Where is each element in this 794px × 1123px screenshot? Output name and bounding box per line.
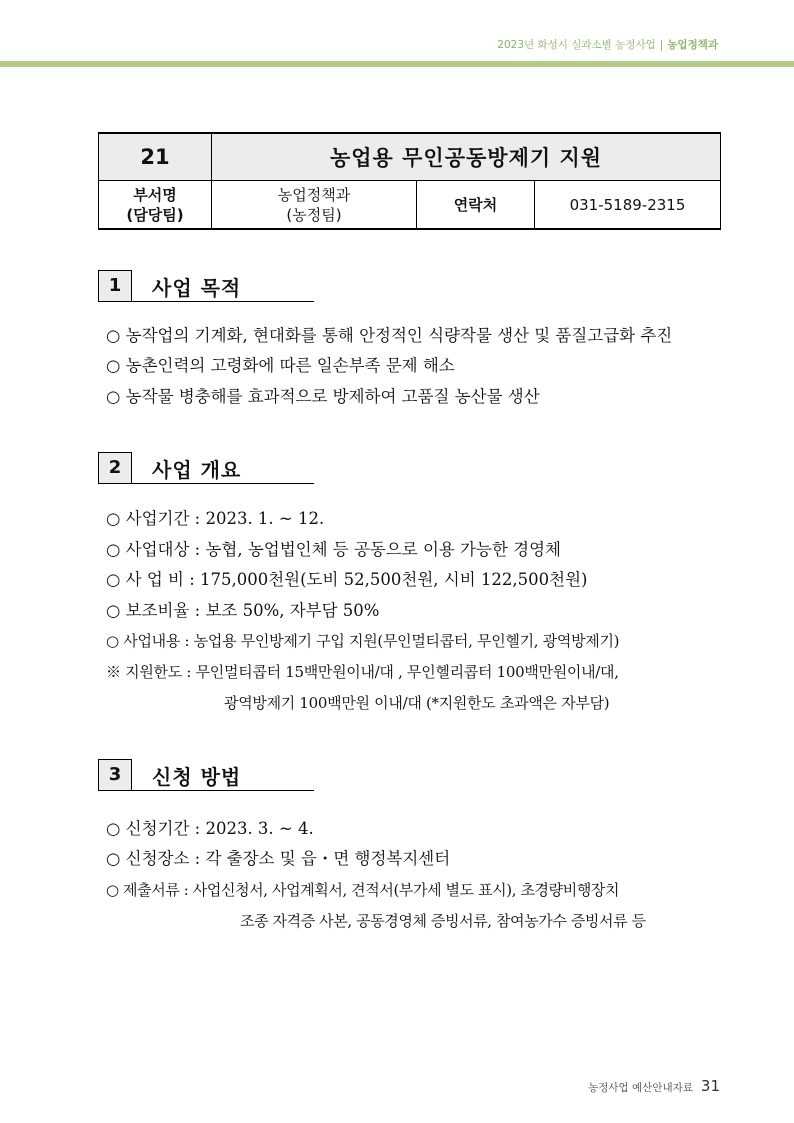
list-item: ○ 농작업의 기계화, 현대화를 통해 안정적인 식량작물 생산 및 품질고급화 추진 — [106, 326, 673, 345]
running-header — [497, 37, 718, 52]
list-item-continuation: 광역방제기 100백만원 이내/대 (*지원한도 초과액은 자부담) — [224, 694, 610, 712]
section-title: 사업 개요 — [152, 458, 242, 482]
section-number: 2 — [98, 452, 132, 484]
list-item: ○ 보조비율 : 보조 50%, 자부담 50% — [106, 601, 380, 620]
page-footer — [560, 1076, 720, 1095]
dept-value-line2: (농정팀) — [286, 205, 342, 224]
header-right: 농업정책과 — [667, 39, 718, 51]
header-separator: | — [659, 39, 664, 51]
section-number: 1 — [98, 270, 132, 302]
section-number: 3 — [98, 759, 132, 791]
contact-label: 연락처 — [417, 181, 535, 230]
dept-label-line1: 부서명 — [133, 185, 177, 204]
page-number: 31 — [700, 1077, 720, 1095]
list-item-continuation: 조종 자격증 사본, 공동경영체 증빙서류, 참여농가수 증빙서류 등 — [240, 912, 646, 930]
section-underline — [131, 483, 314, 484]
list-item: ※ 지원한도 : 무인멀티콥터 15백만원이내/대 , 무인헬리콥터 100백만원이내/대, — [106, 663, 619, 681]
section-1-heading — [98, 270, 328, 302]
list-item: ○ 사업내용 : 농업용 무인방제기 구입 지원(무인멀티콥터, 무인헬기, 광역방제기) — [106, 632, 620, 650]
section-underline — [131, 301, 314, 302]
section-underline — [131, 790, 314, 791]
dept-label — [99, 181, 212, 230]
info-table — [98, 132, 721, 230]
list-item: ○ 사 업 비 : 175,000천원(도비 52,500천원, 시비 122,500천원) — [106, 570, 588, 589]
dept-value-line1: 농업정책과 — [277, 185, 351, 204]
header-rule — [0, 61, 794, 67]
header-left: 2023년 화성시 실과소별 농정사업 — [497, 39, 656, 51]
section-2-heading — [98, 452, 328, 484]
list-item: ○ 사업대상 : 농협, 농업법인체 등 공동으로 이용 가능한 경영체 — [106, 540, 561, 559]
dept-label-line2: (담당팀) — [126, 205, 184, 224]
dept-value — [212, 181, 417, 230]
list-item: ○ 농작물 병충해를 효과적으로 방제하여 고품질 농산물 생산 — [106, 387, 540, 406]
footer-label: 농정사업 예산안내자료 — [588, 1082, 693, 1094]
list-item: ○ 신청기간 : 2023. 3. ~ 4. — [106, 819, 314, 838]
section-title: 사업 목적 — [152, 276, 242, 300]
section-title: 신청 방법 — [152, 765, 242, 789]
list-item: ○ 제출서류 : 사업신청서, 사업계획서, 견적서(부가세 별도 표시), 초경량비행장치 — [106, 881, 620, 899]
section-3-heading — [98, 759, 328, 791]
project-title: 농업용 무인공동방제기 지원 — [212, 133, 721, 181]
list-item: ○ 농촌인력의 고령화에 따른 일손부족 문제 해소 — [106, 356, 455, 375]
contact-value: 031-5189-2315 — [535, 181, 721, 230]
list-item: ○ 신청장소 : 각 출장소 및 읍・면 행정복지센터 — [106, 849, 451, 868]
project-number: 21 — [99, 133, 212, 181]
list-item: ○ 사업기간 : 2023. 1. ~ 12. — [106, 509, 325, 528]
